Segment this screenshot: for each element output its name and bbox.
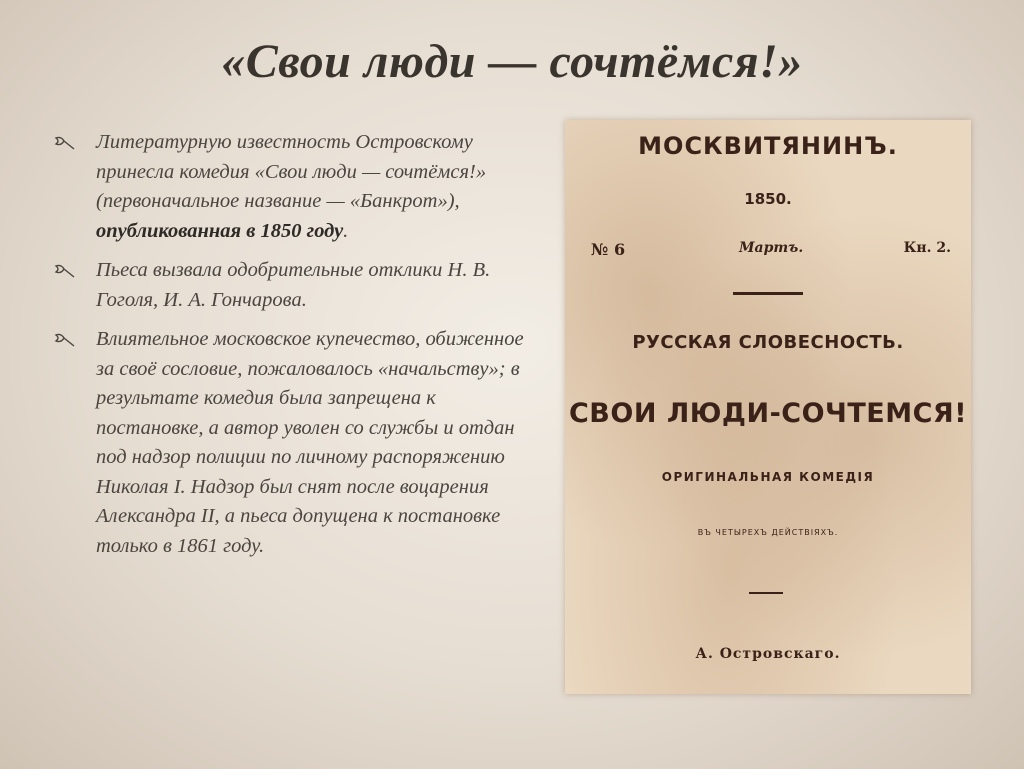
bullet-item: [52, 325, 542, 561]
play-author: А. Островскаго.: [695, 646, 841, 662]
divider: [733, 292, 803, 295]
magazine-year: 1850.: [744, 190, 792, 208]
play-subtitle: ОРИГИНАЛЬНАЯ КОМЕДІЯ: [661, 470, 875, 484]
issue-month: Мартъ.: [739, 240, 804, 256]
bullet-tail: .: [343, 219, 349, 242]
section-heading: РУССКАЯ СЛОВЕСНОСТЬ.: [632, 332, 904, 353]
bullet-bold-text: опубликованная в 1850 году: [96, 219, 344, 242]
magazine-title: МОСКВИТЯНИНЪ.: [638, 132, 898, 160]
bullet-icon: [54, 135, 76, 151]
bullet-text: Пьеса вызвала одобрительные отклики Н. В. Гоголя, И. А. Гончарова.: [96, 259, 491, 311]
play-title: СВОИ ЛЮДИ-СОЧТЕМСЯ!: [568, 398, 968, 429]
bullet-icon: [54, 332, 76, 348]
issue-row: [591, 240, 951, 264]
bullet-text: Влиятельное московское купечество, обиженное за своё сословие, пожаловалось «начальству»; в результате комедия была запрещена к постановке, а автор уволен со службы и отдан под надзор полиции по личному распоряжению Николая I. Надзор был снят после воцарения Александра II, а пьеса допущена к постановке только в 1861 году.: [96, 328, 524, 557]
issue-number: № 6: [591, 240, 626, 259]
slide-title: «Свои люди — сочтёмся!»: [221, 35, 803, 88]
play-acts: ВЪ ЧЕТЫРЕХЪ ДЕЙСТВІЯХЪ.: [697, 528, 839, 537]
bullet-item: [52, 128, 542, 246]
magazine-page-scan: [565, 120, 971, 694]
bullet-icon: [54, 263, 76, 279]
bullet-text: Литературную известность Островскому принесла комедия «Свои люди — сочтёмся!» (первоначальное название — «Банкрот»),: [96, 131, 487, 212]
bullet-item: [52, 256, 542, 315]
bullet-list: [52, 128, 542, 571]
divider: [749, 592, 783, 594]
issue-book: Кн. 2.: [903, 240, 951, 256]
